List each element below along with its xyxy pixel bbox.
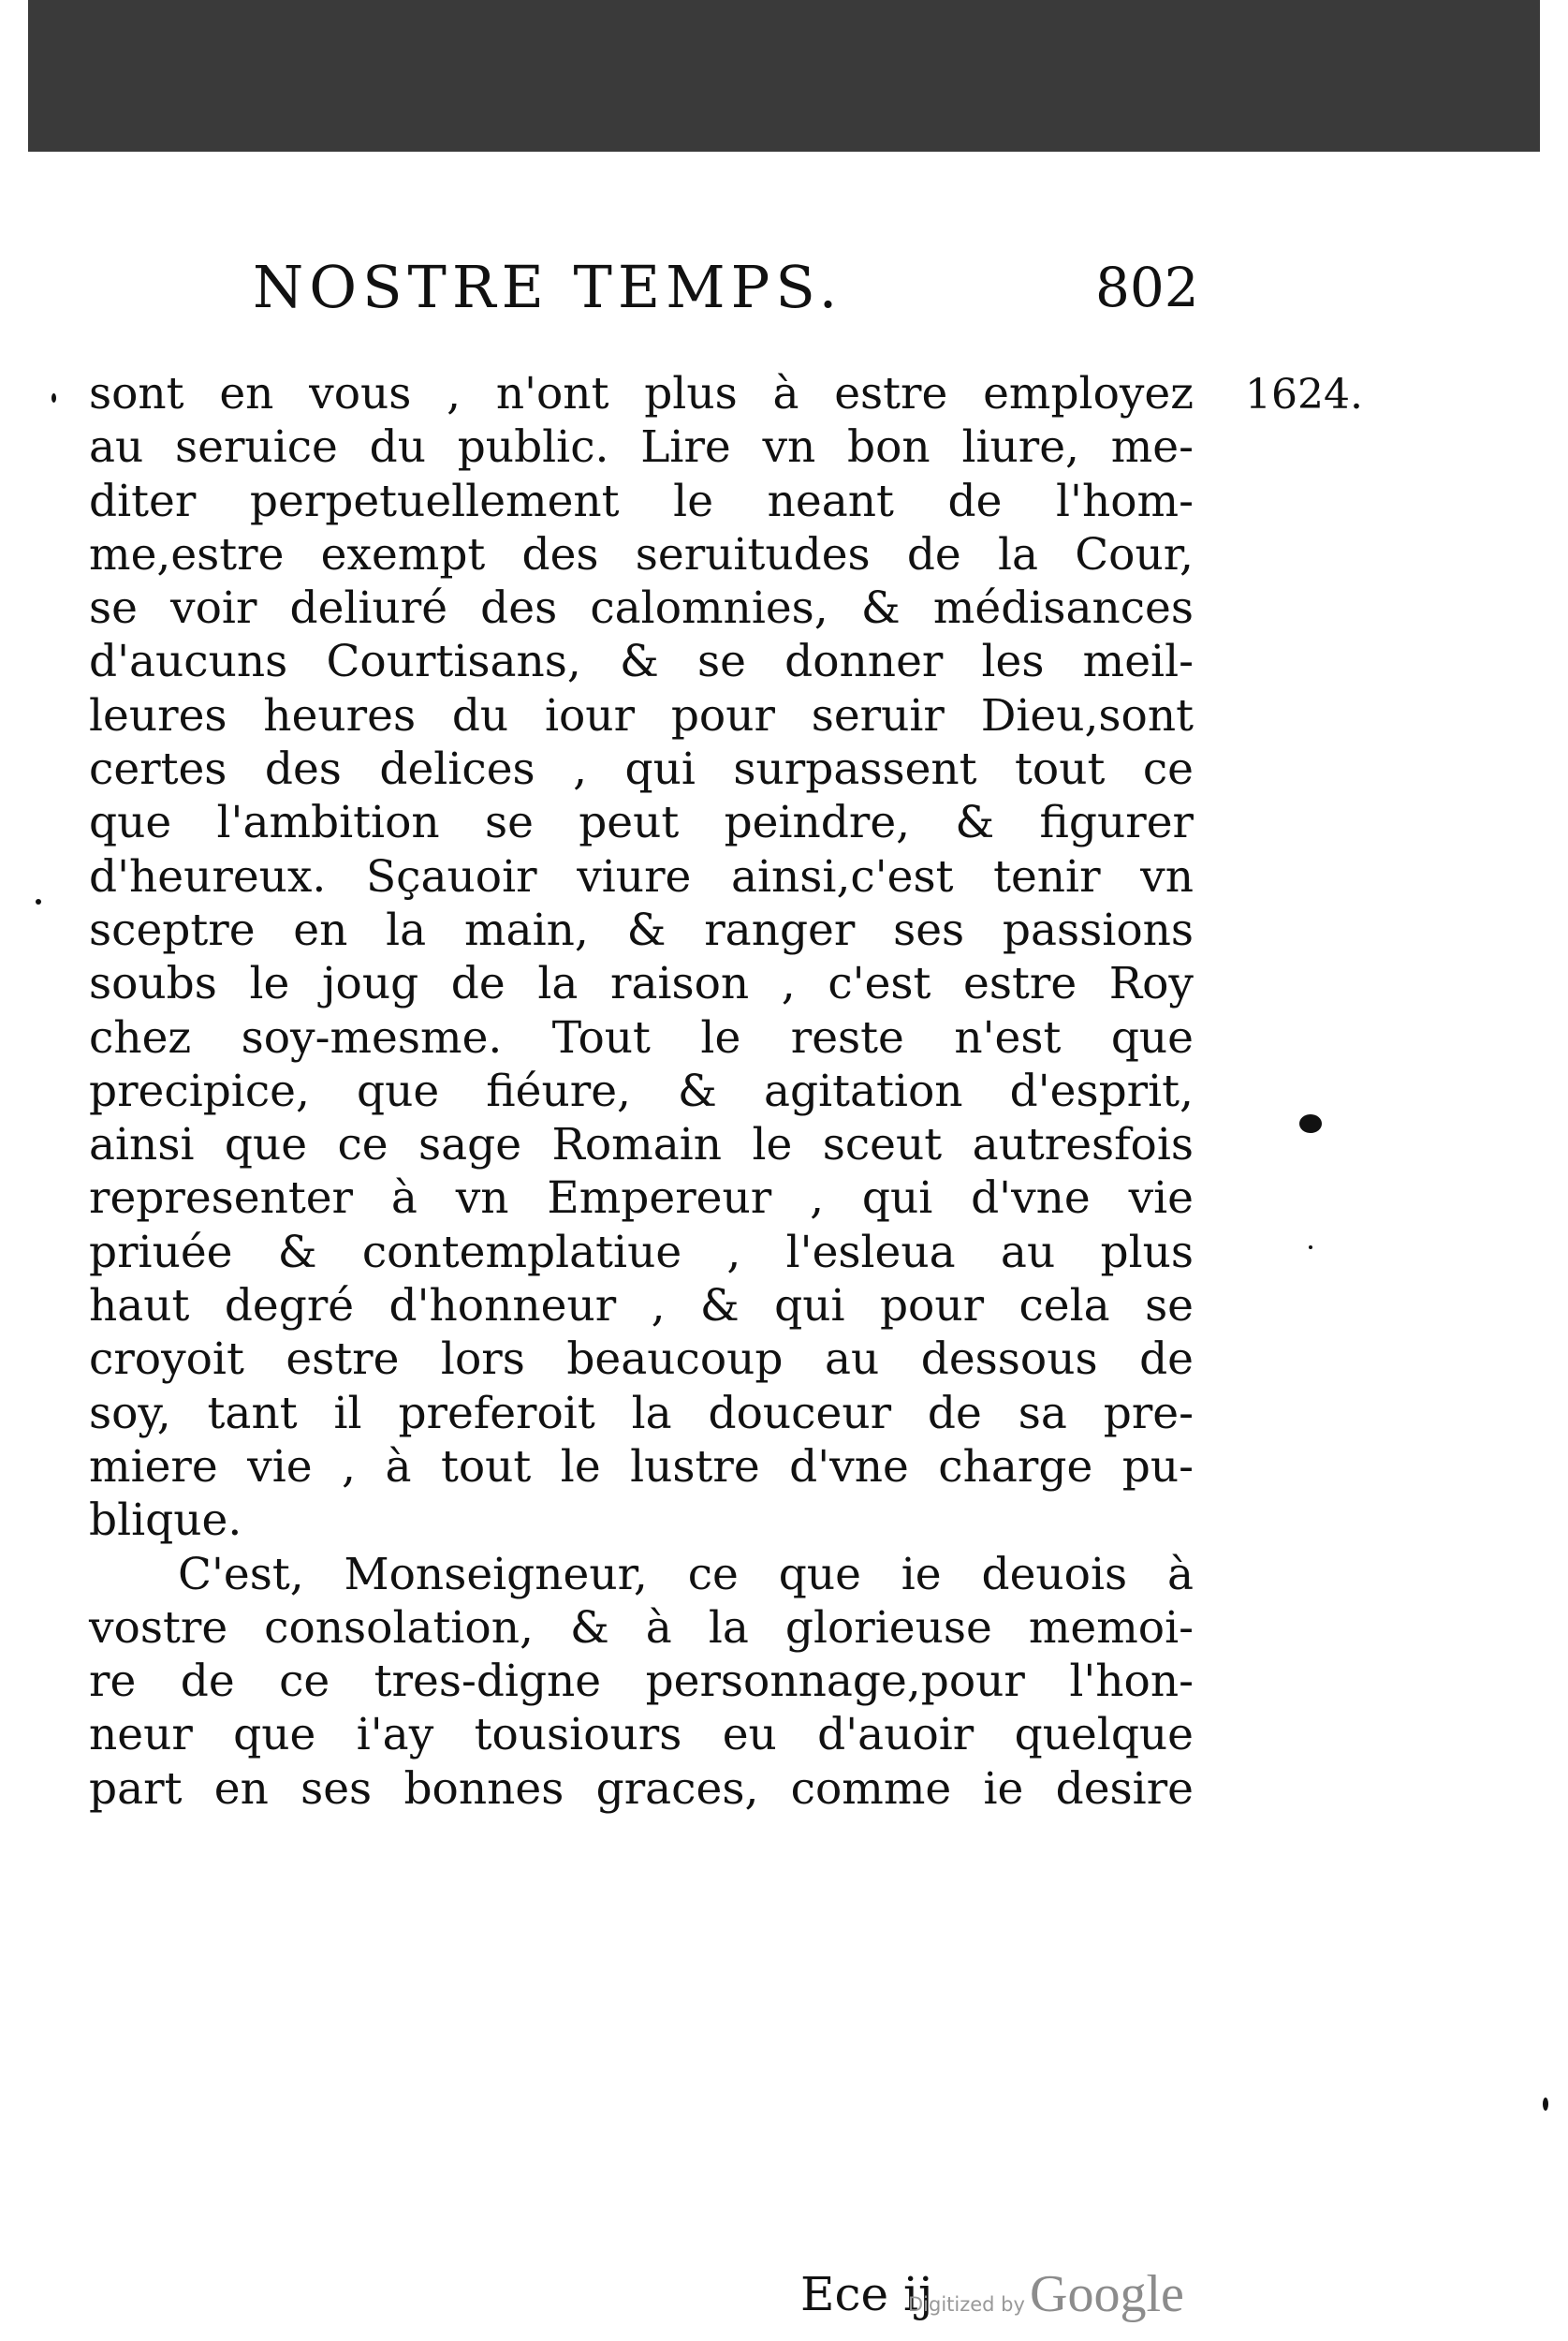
body-text <box>89 367 1194 1816</box>
text-line: miere vie , à tout le lustre d'vne charge pu- <box>89 1440 1194 1493</box>
text-line: d'heureux. Sçauoir viure ainsi,c'est tenir vn <box>89 850 1194 903</box>
text-line: vostre consolation, & à la glorieuse memoi- <box>89 1601 1194 1654</box>
text-line: priuée & contemplatiue , l'esleua au plus <box>89 1226 1194 1278</box>
text-line: sont en vous , n'ont plus à estre employez <box>89 368 1194 420</box>
text-line: soy, tant il preferoit la douceur de sa pre- <box>89 1387 1194 1439</box>
page-number: 802 <box>1095 256 1199 319</box>
text-line: soubs le joug de la raison , c'est estre Roy <box>89 958 1194 1010</box>
watermark-brand: Google <box>1030 2265 1184 2323</box>
watermark-prefix: Digitized by <box>908 2293 1025 2316</box>
text-line: que l'ambition se peut peindre, & figurer <box>89 797 1194 849</box>
margin-year-note: 1624. <box>1245 371 1363 419</box>
text-line: haut degré d'honneur , & qui pour cela se <box>89 1280 1194 1332</box>
text-line: ainsi que ce sage Romain le sceut autresfois <box>89 1119 1194 1171</box>
text-line: certes des delices , qui surpassent tout ce <box>89 744 1194 796</box>
ink-speck <box>51 393 56 403</box>
text-line: diter perpetuellement le neant de l'hom- <box>89 475 1194 527</box>
text-line: representer à vn Empereur , qui d'vne vie <box>89 1172 1194 1225</box>
text-line: precipice, que fiéure, & agitation d'esprit, <box>89 1065 1194 1117</box>
text-line: neur que i'ay tousiours eu d'auoir quelque <box>89 1709 1194 1761</box>
ink-speck <box>36 899 41 905</box>
text-line: leures heures du iour pour seruir Dieu,sont <box>89 689 1194 742</box>
ink-speck <box>1543 2098 1548 2111</box>
text-line: C'est, Monseigneur, ce que ie deuois à <box>178 1548 1194 1600</box>
text-line: me,estre exempt des seruitudes de la Cour, <box>89 528 1194 581</box>
text-line: se voir deliuré des calomnies, & médisances <box>89 582 1194 635</box>
text-line: re de ce tres-digne personnage,pour l'hon- <box>89 1656 1194 1708</box>
text-line: part en ses bonnes graces, comme ie desire <box>89 1762 1194 1815</box>
text-line: au seruice du public. Lire vn bon liure, me- <box>89 421 1194 474</box>
ink-speck <box>1309 1245 1312 1249</box>
google-watermark <box>908 2264 1184 2324</box>
text-line: croyoit estre lors beaucoup au dessous de <box>89 1333 1194 1386</box>
text-line: blique. <box>89 1494 242 1547</box>
catchword-signature: Ece ij <box>800 2267 933 2321</box>
running-head: NOSTRE TEMPS. <box>253 253 843 321</box>
paragraph-1 <box>89 367 1194 1548</box>
scan-dark-bar <box>28 0 1540 152</box>
page-header <box>0 245 1568 330</box>
text-line: sceptre en la main, & ranger ses passions <box>89 904 1194 956</box>
text-line: chez soy-mesme. Tout le reste n'est que <box>89 1011 1194 1064</box>
text-line: d'aucuns Courtisans, & se donner les meil- <box>89 636 1194 688</box>
ink-speck <box>1299 1114 1322 1133</box>
paragraph-2 <box>89 1548 1194 1816</box>
